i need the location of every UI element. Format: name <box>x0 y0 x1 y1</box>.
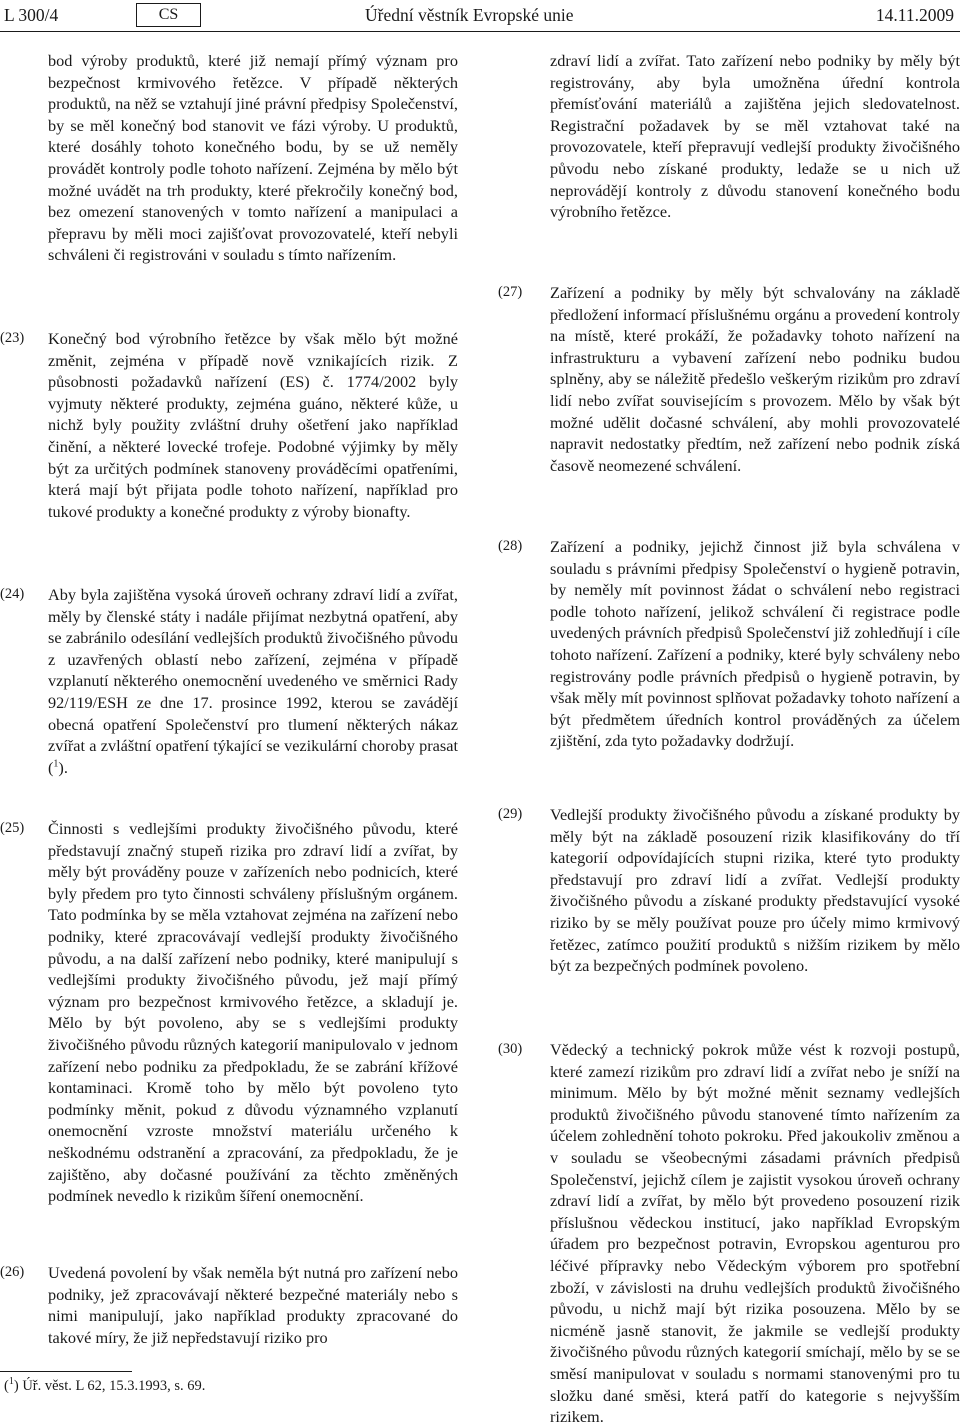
recital-number: (23) <box>0 330 25 346</box>
recital-text: Činnosti s vedlejšími produkty živočišného původu, které představují značný stupeň rizika pro zdraví lidí a zvířat, by měly být prováděny pouze v zařízeních nebo podnicích, které byly předem pro tyto činnosti schváleny příslušným orgánem. Tato podmínka by se měla vztahovat zejména na zařízení nebo podniky, které zpracovávají vedlejší produkty živočišného původu, a na další zařízení nebo podniky, které manipulují s vedlejšími produkty živočišného původu, jež mají přímý význam pro bezpečnost krmivového řetězce, a skladují je. Mělo by být povoleno, aby se s vedlejšími produkty živočišného původu různých kategorií manipulovalo v jednom zařízení nebo podniku za předpokladu, že se zabrání křížové kontaminaci. Kromě toho by mělo být povoleno tyto podmínky měnit, pokud z důvodu významného vzplanutí onemocnění vzroste množství materiálu určeného k neškodnému odstranění a zpracování, za předpokladu, že je zajištěno, aby dočasné používání za těchto změněných podmínek nevedlo k rizikům šíření onemocnění. <box>48 819 458 1206</box>
left-intro-paragraph: bod výroby produktů, které již nemají přímý význam pro bezpečnost krmivového řetězce. V případě některých produktů, na něž se vztahují jiné právní předpisy Společenství, by se měl konečný bod stanovit ve fázi výroby. U produktů, které dosáhly tohoto konečného bodu, by se už neměly provádět kontroly podle tohoto nařízení. Zejména by mělo být možné uvádět na trh produkty, které překročily konečný bod, bez omezení stanovených v tomto nařízení a manipulaci a přepravu by měli moci zajišťovat provozovatelé, kteří nebyli schváleni či registrováni v souladu s tímto nařízením. <box>48 51 458 265</box>
footnote-marker: 1 <box>8 1376 14 1388</box>
recital-text: Aby byla zajištěna vysoká úroveň ochrany zdraví lidí a zvířat, měly by členské státy i nadále přijímat nezbytná opatření, aby se zabránilo odesílání vedlejších produktů živočišného původu z uzavřených oblastí nebo zařízení, zejména v případě vzplanutí některého onemocnění uvedeného ve směrnici Rady 92/119/ESH ze dne 17. prosince 1992, kterou se zavádějí obecná opatření Společenství pro tlumení některých nákaz zvířat a zvláštní opatření týkající se vezikulární choroby prasat ( <box>48 585 458 777</box>
language-badge: CS <box>136 3 201 27</box>
recital-30 <box>498 1039 960 1428</box>
recital-25 <box>0 818 458 1207</box>
recital-text: Konečný bod výrobního řetězce by však mělo být možné změnit, zejména v případě nově vznikajících rizik. Z působnosti požadavků nařízení (ES) č. 1774/2002 byly vyjmuty některé produkty, zejména guáno, některé kůže, u nichž byly použity zvláštní druhy ošetření jako například činění, a některé lovecké trofeje. Podobné výjimky by měly být za určitých podmínek stanoveny prováděcími opatřeními, která mají být přijata podle tohoto nařízení, například pro tukové produkty a konečné produkty z výroby bionafty. <box>48 329 458 521</box>
right-intro-paragraph: zdraví lidí a zvířat. Tato zařízení nebo podniky by měly být registrovány, aby byla umožněna úřední kontrola přemísťování materiálů a zajištěna jejich sledovatelnost. Registrační požadavek by se měl vztahovat také na provozovatele, kteří přepravují vedlejší produkty živočišného původu nebo získané produkty, ledaže se u nich už neprovádějí kontroly z důvodu stanovení konečného bodu výrobního řetězce. <box>550 51 960 222</box>
recital-text: Zařízení a podniky by měly být schvalovány na základě předložení informací příslušnému orgánu a provedení kontroly na místě, které prokáží, že požadavky tohoto nařízení na infrastrukturu a vybavení zařízení nebo podniku budou splněny, aby se náležitě předešlo veškerým rizikům pro zdraví lidí nebo zvířat souvisejícím s provozem. Mělo by však být možné udělit dočasné schválení, aby mohli provozovatelé napravit nedostatky předtím, než zařízení nebo podnik získá časově neomezené schválení. <box>550 283 960 475</box>
recital-29 <box>498 804 960 977</box>
recital-number: (27) <box>498 284 523 300</box>
recital-text-tail: ). <box>58 757 68 777</box>
recital-number: (25) <box>0 820 25 836</box>
publication-date: 14.11.2009 <box>875 5 954 25</box>
footnote <box>4 1377 205 1395</box>
page-number: L 300/4 <box>4 5 59 25</box>
recital-text: Zařízení a podniky, jejichž činnost již byla schválena v souladu s právními předpisy Společenství o hygieně potravin, by neměly mít povinnost žádat o schválení nebo registraci podle tohoto nařízení, jelikož schválení či registrace podle uvedených právních předpisů Společenství již zohledňují i cíle tohoto nařízení. Zařízení a podniky, které byly schváleny nebo registrovány podle právních předpisů o hygieně potravin, by však měly mít povinnost splňovat požadavky tohoto nařízení a být předmětem úředních kontrol prováděných za účelem zjištění, zda tyto požadavky dodržují. <box>550 537 960 751</box>
recital-text: Vědecký a technický pokrok může vést k rozvoji postupů, které zamezí rizikům pro zdraví lidí a zvířat nebo je sníží na minimum. Mělo by být možné měnit seznamy vedlejších produktů živočišného původu stanovené tímto nařízením za účelem zohlednění tohoto pokroku. Před jakoukoliv změnou a v souladu se všeobecnými zásadami právních předpisů Společenství, jejichž cílem je zajistit vysokou úroveň ochrany zdraví lidí a zvířat, by mělo být provedeno posouzení rizik příslušnou vědeckou institucí, jako například Evropským úřadem pro bezpečnost potravin, Evropskou agenturou pro léčivé přípravky nebo Vědeckým výborem pro spotřební zboží, v závislosti na druhu vedlejších produktů živočišného původu, u nichž mají být rizika posouzena. Mělo by se nicméně jasně stanovit, že jakmile se vedlejší produkty živočišného původu různých kategorií smíchají, mělo by se se směsí manipulovat v souladu s normami stanovenými pro tu složku dané směsi, která patří do kategorie s nejvyšším rizikem. <box>550 1040 960 1427</box>
recital-23 <box>0 328 458 522</box>
recital-28 <box>498 536 960 752</box>
recital-text: Vedlejší produkty živočišného původu a získané produkty by měly být na základě posouzení rizik klasifikovány do tří kategorií odpovídajících stupni rizika, které tyto produkty představují pro zdraví lidí a zvířat. Vedlejší produkty živočišného původu a získané produkty představující vysoké riziko by se měly používat pouze pro účely mimo krmivový řetězec, zatímco použití produktů s nižším rizikem by mělo být za bezpečných podmínek povoleno. <box>550 805 960 976</box>
recital-number: (28) <box>498 538 523 554</box>
recital-text: Uvedená povolení by však neměla být nutná pro zařízení nebo podniky, jež zpracovávají některé bezpečné materiály nebo s nimi manipulují, jako například produkty zpracované do takové míry, že již nepředstavují riziko pro <box>48 1263 458 1347</box>
footnote-open: ( <box>4 1378 9 1394</box>
recital-number: (30) <box>498 1041 523 1057</box>
journal-title: Úřední věstník Evropské unie <box>365 5 574 25</box>
recital-number: (26) <box>0 1264 25 1280</box>
footnote-text: Úř. věst. L 62, 15.3.1993, s. 69. <box>18 1378 206 1394</box>
footnote-rule <box>0 1371 132 1372</box>
page-header <box>0 0 960 30</box>
recital-27 <box>498 282 960 476</box>
footnote-ref: 1 <box>53 758 59 770</box>
recital-number: (24) <box>0 586 25 602</box>
footnote-close: ) <box>13 1378 19 1394</box>
recital-26 <box>0 1262 458 1348</box>
recital-24 <box>0 584 458 778</box>
header-rule <box>0 31 960 32</box>
recital-number: (29) <box>498 806 523 822</box>
